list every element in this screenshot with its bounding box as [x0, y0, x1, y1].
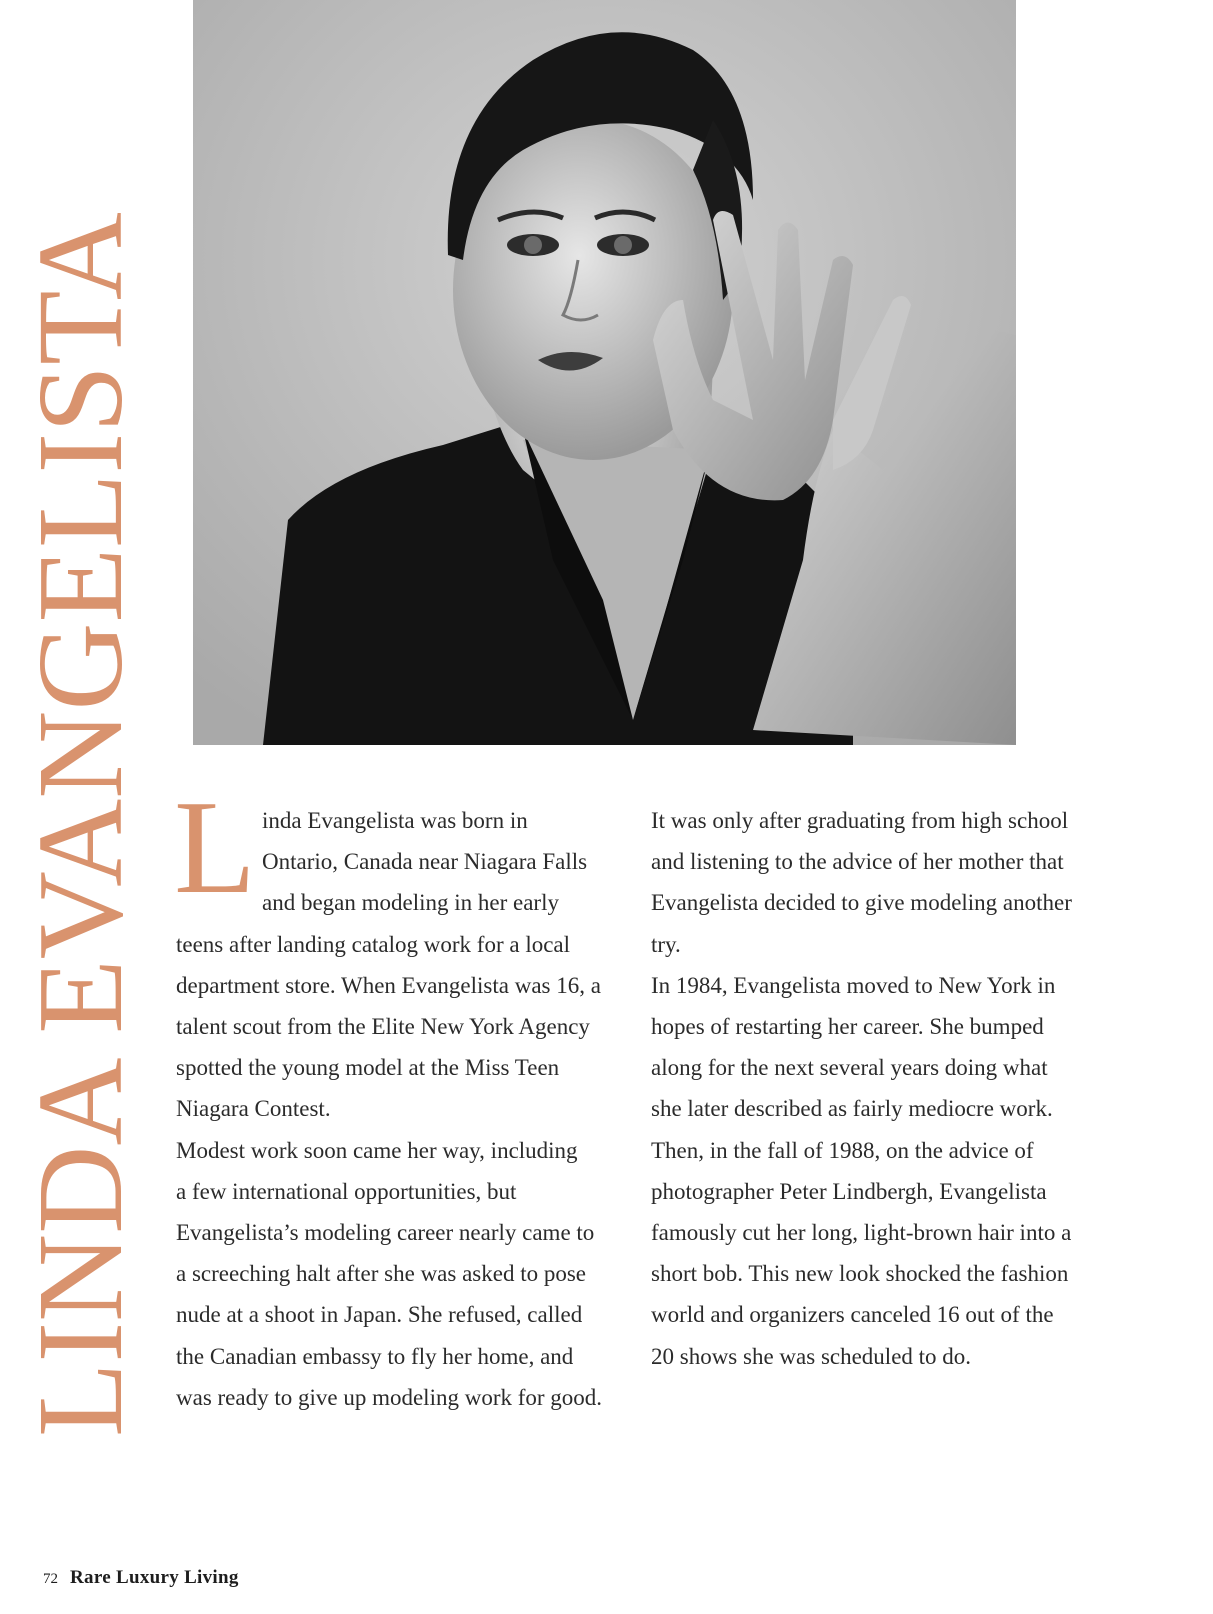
- text-line: spotted the young model at the Miss Teen: [176, 1055, 560, 1081]
- text-line: Ontario, Canada near Niagara Falls: [262, 849, 588, 875]
- text-line: hopes of restarting her career. She bumped: [651, 1014, 1044, 1040]
- text-line: short bob. This new look shocked the fashion: [651, 1261, 1069, 1287]
- article-column-left: [174, 773, 626, 1418]
- text-line: 20 shows she was scheduled to do.: [651, 1343, 972, 1369]
- page-number: 72: [43, 1571, 58, 1587]
- dropcap-paragraph: [174, 773, 626, 924]
- text-line: and listening to the advice of her mother that: [651, 849, 1064, 875]
- text-line: It was only after graduating from high school: [651, 808, 1069, 833]
- portrait-photo: [193, 0, 1016, 745]
- text-line: Modest work soon came her way, including: [176, 1137, 578, 1163]
- text-line: famously cut her long, light-brown hair into a: [651, 1220, 1072, 1246]
- text-line: was ready to give up modeling work for good.: [176, 1384, 603, 1410]
- text-line: along for the next several years doing what: [651, 1055, 1048, 1081]
- text-line: teens after landing catalog work for a local: [176, 931, 571, 957]
- dropcap-letter: L: [174, 773, 256, 921]
- portrait-illustration: [193, 0, 1016, 745]
- text-line: a few international opportunities, but: [176, 1178, 517, 1204]
- text-line: she later described as fairly mediocre work.: [651, 1096, 1053, 1122]
- text-line: photographer Peter Lindbergh, Evangelista: [651, 1178, 1047, 1204]
- text-line: inda Evangelista was born in: [262, 808, 528, 833]
- text-line: Evangelista decided to give modeling another: [651, 890, 1072, 916]
- text-line: a screeching halt after she was asked to pose: [176, 1261, 587, 1287]
- text-line: and began modeling in her early: [262, 890, 559, 916]
- text-line: the Canadian embassy to fly her home, and: [176, 1343, 574, 1369]
- text-line: In 1984, Evangelista moved to New York in: [651, 972, 1056, 998]
- text-line: nude at a shoot in Japan. She refused, called: [176, 1302, 583, 1328]
- page-footer: [43, 1567, 239, 1589]
- text-line: Evangelista’s modeling career nearly came to: [176, 1220, 595, 1246]
- page-title: LINDA EVANGELISTA: [13, 212, 148, 1437]
- text-line: Then, in the fall of 1988, on the advice of: [651, 1137, 1034, 1163]
- magazine-name: Rare Luxury Living: [70, 1567, 239, 1588]
- text-line: Niagara Contest.: [176, 1096, 331, 1122]
- text-line: try.: [651, 931, 681, 957]
- text-line: talent scout from the Elite New York Agency: [176, 1014, 590, 1040]
- article-column-right: [651, 800, 1101, 1377]
- text-line: world and organizers canceled 16 out of the: [651, 1302, 1054, 1328]
- text-line: department store. When Evangelista was 16, a: [176, 972, 601, 998]
